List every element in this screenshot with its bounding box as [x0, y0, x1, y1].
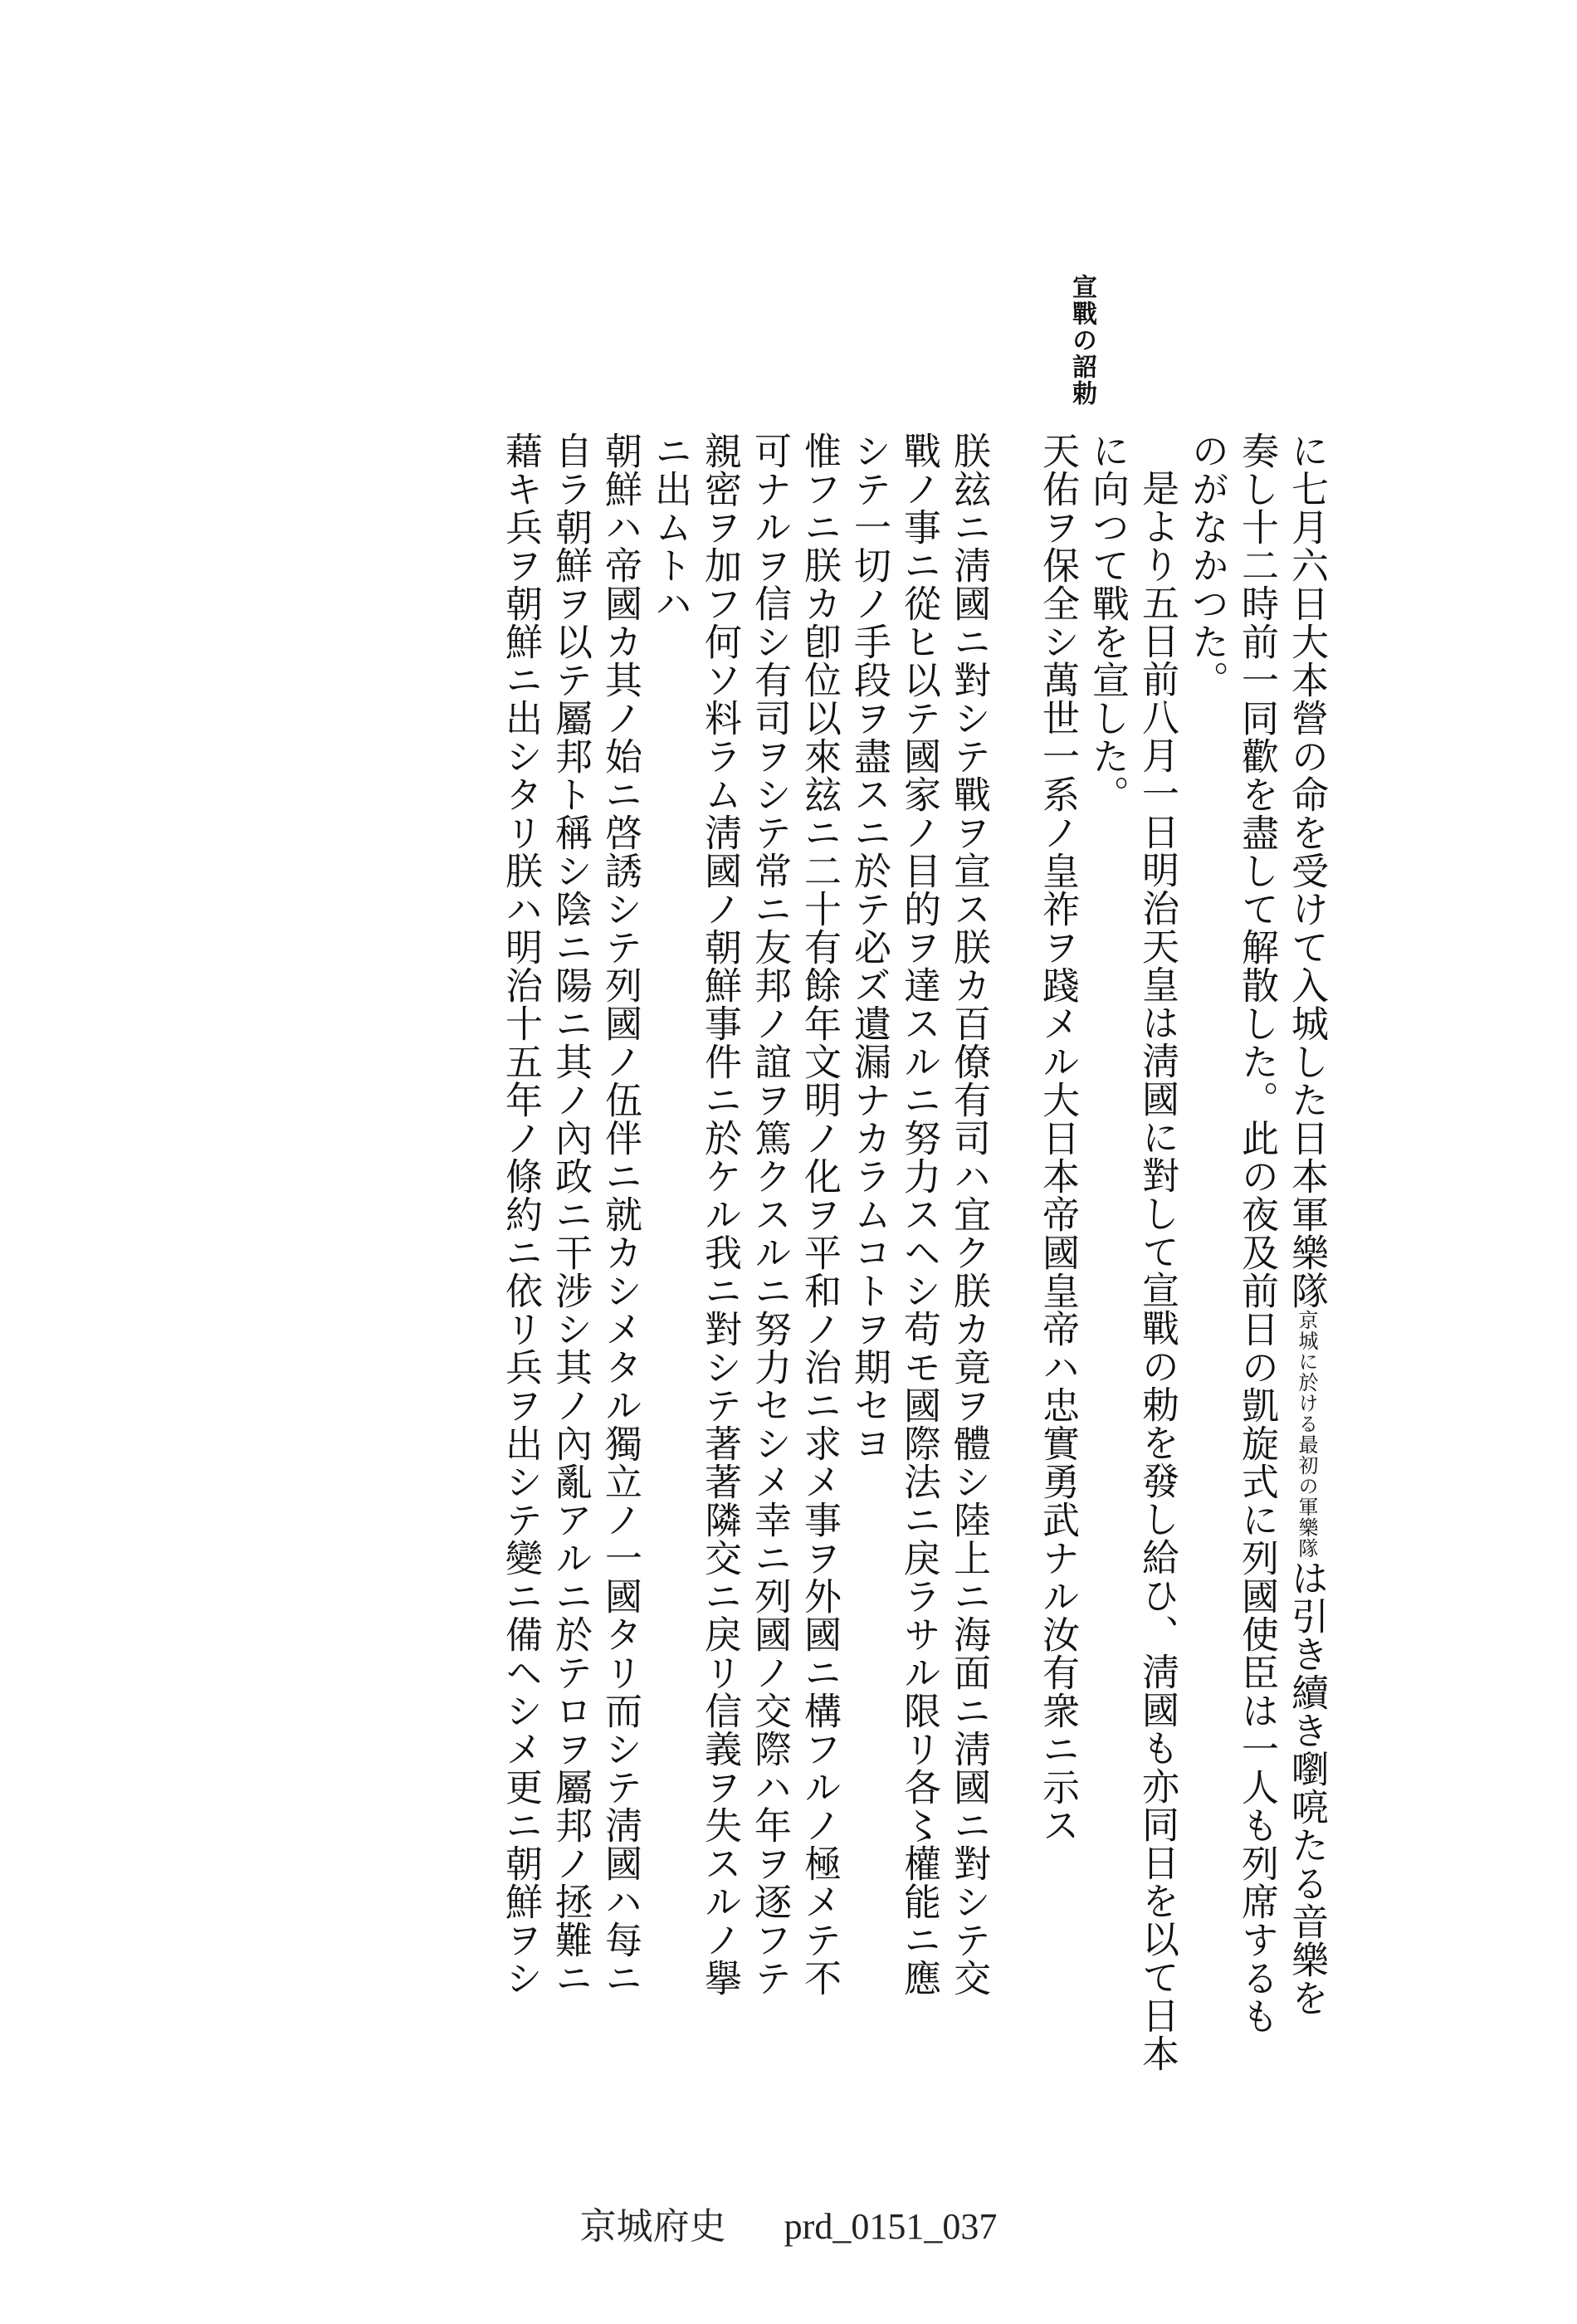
rescript-line: 戰ノ事ニ從ヒ以テ國家ノ目的ヲ達スルニ努力スヘシ苟モ國際法ニ戾ラサル限リ各〻權能ニ應 — [897, 432, 941, 1997]
text-line: のがなかつた。 — [1185, 432, 1229, 699]
rescript-line: 可ナルヲ信シ有司ヲシテ常ニ友邦ノ誼ヲ篤クスルニ努力セシメ幸ニ列國ノ交際ハ年ヲ逐フテ — [748, 432, 792, 1997]
text-line: 奏し十二時前一同歡を盡して解散した。此の夜及前日の凱旋式に列國使臣は一人も列席するも — [1235, 432, 1279, 2035]
rescript-line: 自ラ朝鮮ヲ以テ屬邦ト稱シ陰ニ陽ニ其ノ內政ニ干涉シ其ノ內亂アルニ於テロヲ屬邦ノ拯難ニ — [549, 432, 593, 1997]
text-line: 是より五日前八月一日明治天皇は淸國に對して宣戰の勅を發し給ひ、淸國も亦同日を以て日本 — [1135, 469, 1179, 2073]
footer-title: 京城府史 — [579, 2206, 726, 2247]
rescript-line: 朕玆ニ淸國ニ對シテ戰ヲ宣ス朕カ百僚有司ハ宜ク朕カ竟ヲ體シ陸上ニ海面ニ淸國ニ對シテ交 — [947, 432, 991, 1997]
marginal-heading: 宣戰の詔勅 — [1067, 274, 1096, 407]
rescript-line: 親密ヲ加フ何ソ料ラム淸國ノ朝鮮事件ニ於ケル我ニ對シテ著著隣交ニ戾リ信義ヲ失スルノ擧 — [698, 432, 742, 1997]
inline-annotation: 京城に於ける最初の軍樂隊 — [1295, 1310, 1318, 1559]
rescript-line: 朝鮮ハ帝國カ其ノ始ニ啓誘シテ列國ノ伍伴ニ就カシメタル獨立ノ一國タリ而シテ淸國ハ每ニ — [598, 432, 642, 1997]
rescript-line: 惟フニ朕カ卽位以來玆ニ二十有餘年文明ノ化ヲ平和ノ治ニ求メ事ヲ外國ニ構フルノ極メテ不 — [798, 432, 842, 1997]
body-text — [492, 432, 1328, 2092]
footer-code: prd_0151_037 — [784, 2206, 998, 2247]
rescript-line: 天佑ヲ保全シ萬世一系ノ皇祚ヲ踐メル大日本帝國皇帝ハ忠實勇武ナル汝有衆ニ示ス — [1036, 432, 1080, 1844]
rescript-line: ニ出ムトハ — [648, 432, 692, 622]
rescript-line: 藉キ兵ヲ朝鮮ニ出シタリ朕ハ明治十五年ノ條約ニ依リ兵ヲ出シテ變ニ備ヘシメ更ニ朝鮮ヲシ — [499, 432, 543, 1997]
text-line: に向つて戰を宣した。 — [1086, 432, 1130, 813]
text-line: に七月六日大本營の命を受けて入城した日本軍樂隊京城に於ける最初の軍樂隊は引き續き嚠喨たる音樂を — [1285, 432, 1329, 2017]
page-footer — [0, 2196, 1577, 2249]
rescript-line: シテ一切ノ手段ヲ盡スニ於テ必ズ遺漏ナカラムコトヲ期セヨ — [847, 432, 891, 1462]
